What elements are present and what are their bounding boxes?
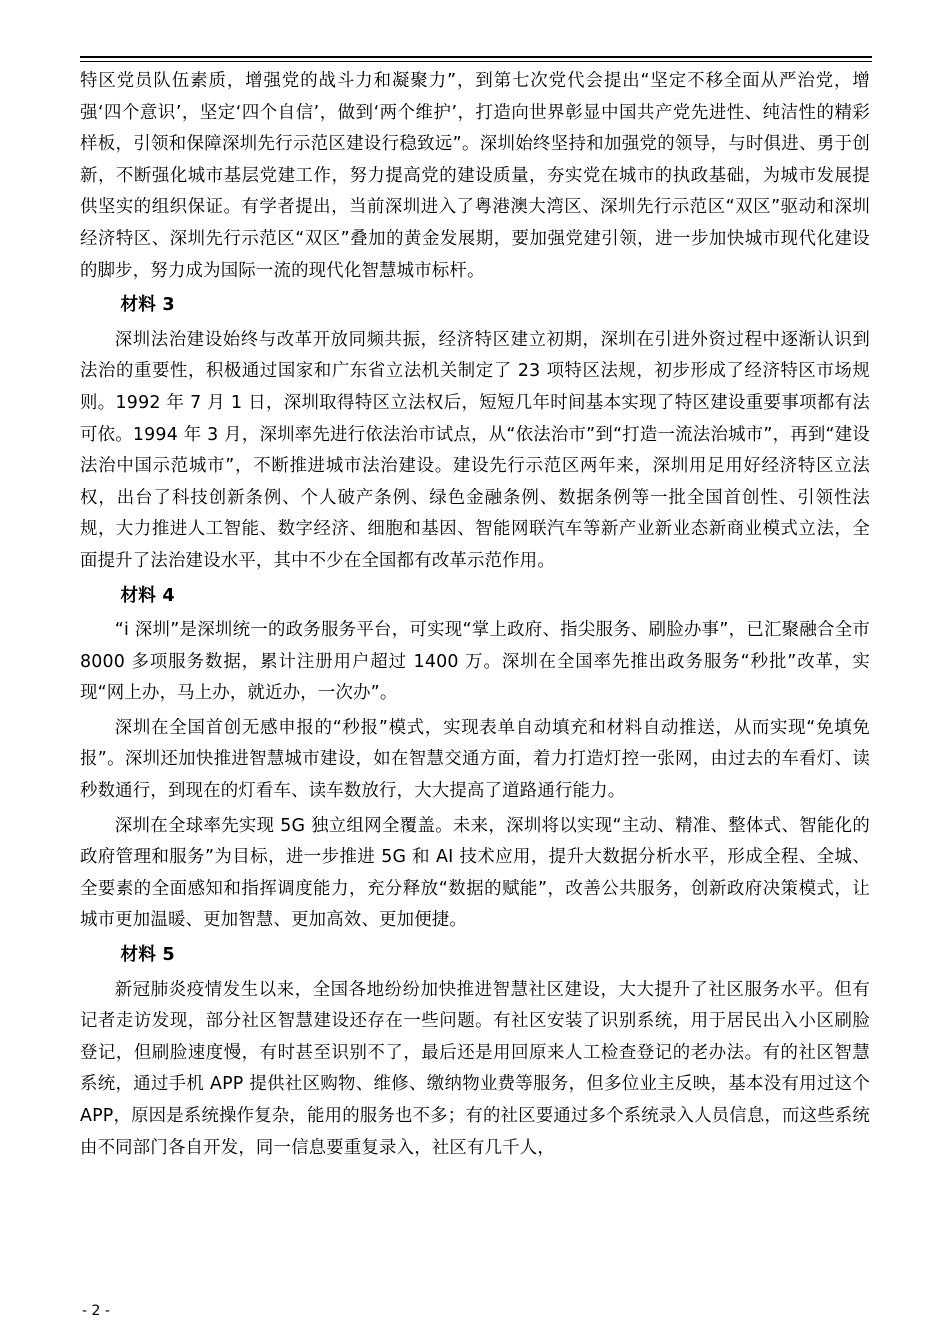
section-heading-material-3: 材料 3 [120, 295, 175, 316]
paragraph-material-3: 深圳法治建设始终与改革开放同频共振，经济特区建立初期，深圳在引进外资过程中逐渐认识到法治的重要性，积极通过国家和广东省立法机关制定了 23 项特区法规，初步形成了经济特区市场规则。1992 年 7 月 1 日，深圳取得特区立法权后，短短几年时间基本实现了特区建设重要事项都有法可依。1994 年 3 月，深圳率先进行依法治市试点，从“依法治市”到“打造一流法治城市”，再到“建设法治中国示范城市”，不断推进城市法治建设。建设先行示范区两年来，深圳用足用好经济特区立法权，出台了科技创新条例、个人破产条例、绿色金融条例、数据条例等一批全国首创性、引领性法规，大力推进人工智能、数字经济、细胞和基因、智能网联汽车等新产业新业态新商业模式立法，全面提升了法治建设水平，其中不少在全国都有改革示范作用。 [80, 329, 870, 571]
paragraph-material-4-a: “i 深圳”是深圳统一的政务服务平台，可实现“掌上政府、指尖服务、刷脸办事”，已汇聚融合全市 8000 多项服务数据，累计注册用户超过 1400 万。深圳在全国率先推出政务服务“秒批”改革，实现“网上办，马上办，就近办，一次办”。 [80, 620, 870, 704]
paragraph-material-5: 新冠肺炎疫情发生以来，全国各地纷纷加快推进智慧社区建设，大大提升了社区服务水平。但有记者走访发现，部分社区智慧建设还存在一些问题。有社区安装了识别系统，用于居民出入小区刷脸登记，但刷脸速度慢，有时甚至识别不了，最后还是用回原来人工检查登记的老办法。有的社区智慧系统，通过手机 APP 提供社区购物、维修、缴纳物业费等服务，但多位业主反映，基本没有用过这个 APP，原因是系统操作复杂，能用的服务也不多；有的社区要通过多个系统录入人员信息，而这些系统由不同部门各自开发，同一信息要重复录入，社区有几千人， [80, 979, 870, 1158]
paragraph-continued: 特区党员队伍素质，增强党的战斗力和凝聚力”，到第七次党代会提出“坚定不移全面从严治党，增强‘四个意识’，坚定‘四个自信’，做到‘两个维护’，打造向世界彰显中国共产党先进性、纯洁性的精彩样板，引领和保障深圳先行示范区建设行稳致远”。深圳始终坚持和加强党的领导，与时俱进、勇于创新，不断强化城市基层党建工作，努力提高党的建设质量，夯实党在城市的执政基础，为城市发展提供坚实的组织保证。有学者提出，当前深圳进入了粤港澳大湾区、深圳先行示范区“双区”驱动和深圳经济特区、深圳先行示范区“双区”叠加的黄金发展期，要加强党建引领，进一步加快城市现代化建设的脚步，努力成为国际一流的现代化智慧城市标杆。 [80, 71, 870, 281]
header-rule-thin [80, 61, 872, 62]
document-body [80, 66, 870, 1164]
section-heading-material-5: 材料 5 [120, 945, 175, 966]
header-rule-thick [80, 56, 872, 58]
paragraph-material-4-c: 深圳在全球率先实现 5G 独立组网全覆盖。未来，深圳将以实现“主动、精准、整体式、智能化的政府管理和服务”为目标，进一步推进 5G 和 AI 技术应用，提升大数据分析水平，形成全程、全城、全要素的全面感知和指挥调度能力，充分释放“数据的赋能”，改善公共服务，创新政府决策模式，让城市更加温暖、更加智慧、更加高效、更加便捷。 [80, 815, 870, 931]
paragraph-material-4-b: 深圳在全国首创无感申报的“秒报”模式，实现表单自动填充和材料自动推送，从而实现“免填免报”。深圳还加快推进智慧城市建设，如在智慧交通方面，着力打造灯控一张网，由过去的车看灯、读秒数通行，到现在的灯看车、读车数放行，大大提高了道路通行能力。 [80, 717, 870, 802]
page-number: - 2 - [82, 1303, 110, 1319]
section-heading-material-4: 材料 4 [120, 585, 175, 606]
